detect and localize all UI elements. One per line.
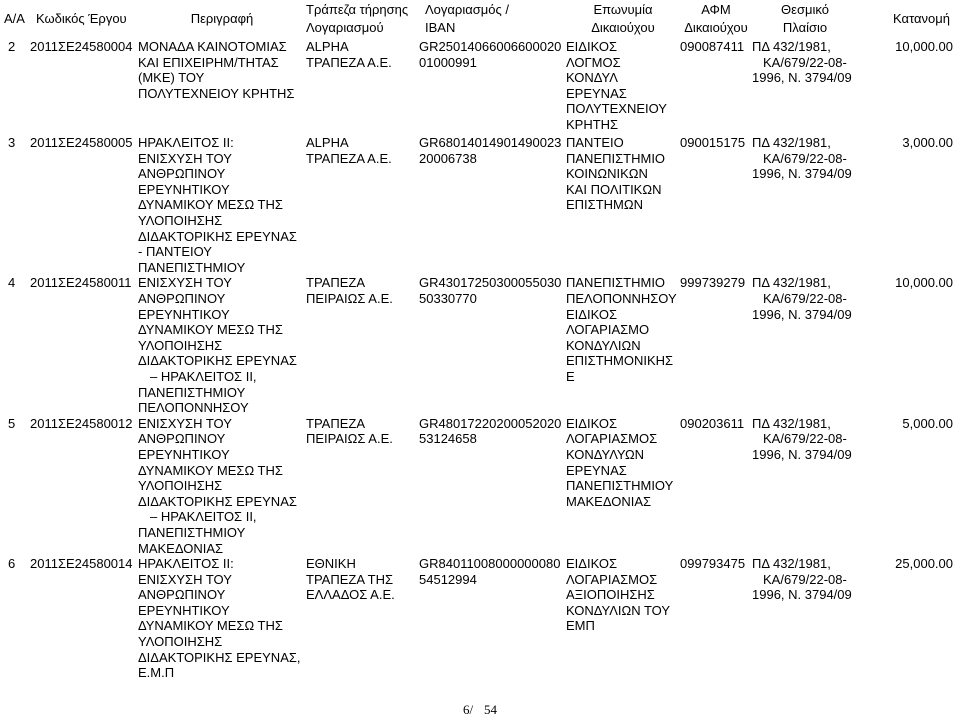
cell-iban-line: GR43017250300055030 <box>419 275 562 291</box>
cell-allocation <box>858 39 953 133</box>
cell-iban <box>419 416 566 556</box>
cell-beneficiary <box>566 135 680 275</box>
cell-legal-framework-line: ΠΔ 432/1981, <box>752 39 831 54</box>
cell-project-code-line: 2011ΣΕ24580014 <box>30 556 133 572</box>
cell-bank-line: ΤΡΑΠΕΖΑ Α.Ε. <box>306 54 392 70</box>
cell-description-line: ΔΥΝΑΜΙΚΟΥ ΜΕΣΩ ΤΗΣ <box>138 322 283 338</box>
cell-description-line: ΑΝΘΡΩΠΙΝΟΥ <box>138 431 226 447</box>
cell-beneficiary-line: ΕΙΔΙΚΟΣ <box>566 415 617 431</box>
header-label: Επωνυμία <box>593 2 653 17</box>
cell-description-line: ΑΝΘΡΩΠΙΝΟΥ <box>138 587 226 603</box>
table-header <box>0 0 953 38</box>
table-row <box>0 39 953 135</box>
page-number: 6/ <box>463 702 474 717</box>
cell-iban-line: GR25014066006600020 <box>419 39 562 54</box>
cell-beneficiary-line: ΚΡΗΤΗΣ <box>566 116 619 132</box>
cell-description-line: Ε.Μ.Π <box>138 665 175 681</box>
cell-beneficiary <box>566 416 680 556</box>
cell-tax-id <box>680 275 752 415</box>
cell-iban <box>419 135 566 275</box>
cell-beneficiary-line: ΕΡΕΥΝΑΣ <box>566 85 627 101</box>
header-label: Περιγραφή <box>190 11 254 26</box>
cell-bank-line: ALPHA <box>306 39 349 54</box>
header-label: Πλαίσιο <box>782 20 828 35</box>
cell-legal-framework-line: 1996, Ν. 3794/09 <box>752 587 852 603</box>
cell-description-line: ΗΡΑΚΛΕΙΤΟΣ ΙΙ: <box>138 556 234 572</box>
cell-bank-line: ΤΡΑΠΕΖΑ <box>306 415 365 431</box>
cell-description-line: ΕΡΕΥΝΗΤΙΚΟΥ <box>138 602 230 618</box>
cell-bank-line: ΠΕΙΡΑΙΩΣ Α.Ε. <box>306 291 393 306</box>
cell-legal-framework <box>752 556 858 681</box>
cell-description-line: ΔΙΔΑΚΤΟΡΙΚΗΣ ΕΡΕΥΝΑΣ, <box>138 649 301 665</box>
cell-legal-framework-line: ΚΑ/679/22-08- <box>763 291 847 306</box>
cell-bank <box>306 416 419 556</box>
cell-legal-framework-line: ΚΑ/679/22-08- <box>763 54 847 70</box>
cell-number <box>0 416 30 556</box>
header-label: Λογαριασμός / <box>425 2 509 17</box>
cell-description-line: – ΗΡΑΚΛΕΙΤΟΣ ΙΙ, <box>150 509 257 525</box>
header-label: Λογαριασμού <box>306 20 384 35</box>
cell-bank-line: ΕΘΝΙΚΗ <box>306 556 356 572</box>
cell-beneficiary-line: ΠΑΝΤΕΙΟ <box>566 135 624 151</box>
cell-description-line: ΠΑΝΕΠΙΣΤΗΜΙΟΥ <box>138 259 246 275</box>
cell-project-code <box>30 135 138 275</box>
cell-bank-line: ΤΡΑΠΕΖΑ Α.Ε. <box>306 150 392 166</box>
cell-bank-line: ΤΡΑΠΕΖΑ ΤΗΣ <box>306 571 394 587</box>
header-label: Θεσμικό <box>781 2 829 17</box>
cell-iban-line: GR84011008000000080 <box>419 556 561 572</box>
cell-beneficiary-line: ΜΑΚΕΔΟΝΙΑΣ <box>566 493 652 509</box>
cell-beneficiary <box>566 556 680 681</box>
cell-description-line: ΕΝΙΣΧΥΣΗ ΤΟΥ <box>138 415 232 431</box>
cell-project-code-line: 2011ΣΕ24580011 <box>30 275 132 291</box>
cell-tax-id-line: 999739279 <box>680 275 746 291</box>
cell-project-code <box>30 416 138 556</box>
cell-number-line: 4 <box>8 275 16 291</box>
cell-project-code <box>30 556 138 681</box>
cell-project-code-line: 2011ΣΕ24580012 <box>30 415 133 431</box>
cell-tax-id <box>680 556 752 681</box>
cell-beneficiary-line: ΠΕΛΟΠΟΝΝΗΣΟΥ <box>566 291 677 306</box>
cell-number <box>0 556 30 681</box>
cell-allocation-line: 25,000.00 <box>895 556 953 572</box>
cell-legal-framework-line: ΚΑ/679/22-08- <box>763 571 847 587</box>
cell-legal-framework-line: ΠΔ 432/1981, <box>752 556 831 572</box>
cell-beneficiary-line: ΕΙΔΙΚΟΣ <box>566 306 617 322</box>
cell-description-line: ΠΑΝΕΠΙΣΤΗΜΙΟΥ <box>138 384 246 400</box>
header-project-code <box>30 0 138 38</box>
header-iban <box>419 0 566 38</box>
cell-beneficiary-line: ΕΠΙΣΤΗΜΩΝ <box>566 197 643 213</box>
cell-bank <box>306 556 419 681</box>
cell-beneficiary-line: ΠΑΝΕΠΙΣΤΗΜΙΟ <box>566 275 666 291</box>
cell-legal-framework-line: ΠΔ 432/1981, <box>752 415 831 431</box>
cell-description-line: ΜΑΚΕΔΟΝΙΑΣ <box>138 540 224 556</box>
cell-tax-id-line: 099793475 <box>680 556 746 572</box>
cell-description <box>138 39 306 133</box>
cell-description <box>138 275 306 415</box>
cell-allocation-line: 3,000.00 <box>902 135 953 151</box>
cell-iban <box>419 556 566 681</box>
cell-legal-framework <box>752 416 858 556</box>
page-total: 54 <box>484 702 497 717</box>
cell-legal-framework <box>752 275 858 415</box>
cell-description-line: ΔΙΔΑΚΤΟΡΙΚΗΣ ΕΡΕΥΝΑΣ <box>138 493 297 509</box>
cell-legal-framework-line: 1996, Ν. 3794/09 <box>752 166 852 182</box>
cell-iban-line: GR68014014901490023 <box>419 135 562 151</box>
cell-description-line: ΔΥΝΑΜΙΚΟΥ ΜΕΣΩ ΤΗΣ <box>138 618 283 634</box>
header-beneficiary <box>566 0 680 38</box>
cell-project-code <box>30 275 138 415</box>
cell-beneficiary-line: ΠΟΛΥΤΕΧΝΕΙΟΥ <box>566 101 667 117</box>
cell-number <box>0 39 30 133</box>
cell-legal-framework <box>752 135 858 275</box>
header-legal-framework <box>752 0 858 38</box>
cell-beneficiary-line: Ε <box>566 368 575 384</box>
cell-beneficiary-line: ΛΟΓΑΡΙΑΣΜΟΣ <box>566 431 658 447</box>
cell-description-line: ΕΝΙΣΧΥΣΗ ΤΟΥ <box>138 150 232 166</box>
cell-tax-id <box>680 416 752 556</box>
cell-number <box>0 275 30 415</box>
cell-allocation <box>858 556 953 681</box>
cell-description-line: ΕΡΕΥΝΗΤΙΚΟΥ <box>138 306 230 322</box>
cell-description <box>138 135 306 275</box>
cell-beneficiary-line: ΚΟΝΔΥΛΙΩΝ ΤΟΥ <box>566 602 671 618</box>
cell-allocation-line: 5,000.00 <box>902 415 953 431</box>
table-row <box>0 416 953 556</box>
cell-iban <box>419 275 566 415</box>
cell-description-line: ΕΡΕΥΝΗΤΙΚΟΥ <box>138 446 230 462</box>
header-label: ΑΦΜ <box>701 2 731 17</box>
cell-description-line: ΥΛΟΠΟΙΗΣΗΣ <box>138 337 223 353</box>
header-label: Δικαιούχου <box>684 20 748 35</box>
cell-description-line: ΥΛΟΠΟΙΗΣΗΣ <box>138 213 223 229</box>
cell-iban-line: 01000991 <box>419 54 477 70</box>
cell-description-line: ΠΟΛΥΤΕΧΝΕΙΟΥ ΚΡΗΤΗΣ <box>138 85 295 101</box>
cell-allocation <box>858 135 953 275</box>
cell-beneficiary-line: ΚΟΝΔΥΛ <box>566 70 618 86</box>
cell-iban <box>419 39 566 133</box>
cell-description-line: ΔΙΔΑΚΤΟΡΙΚΗΣ ΕΡΕΥΝΑΣ <box>138 228 297 244</box>
header-number <box>0 0 30 38</box>
cell-tax-id-line: 090015175 <box>680 135 746 151</box>
cell-description-line: ΠΑΝΕΠΙΣΤΗΜΙΟΥ <box>138 524 246 540</box>
cell-description-line: ΑΝΘΡΩΠΙΝΟΥ <box>138 166 226 182</box>
cell-bank <box>306 135 419 275</box>
table-row <box>0 275 953 415</box>
cell-beneficiary-line: ΕΙΔΙΚΟΣ <box>566 556 617 572</box>
cell-project-code <box>30 39 138 133</box>
header-label: Δικαιούχου <box>591 20 655 35</box>
cell-tax-id-line: 090203611 <box>680 415 745 431</box>
cell-beneficiary-line: ΠΑΝΕΠΙΣΤΗΜΙΟΥ <box>566 478 674 494</box>
cell-description-line: - ΠΑΝΤΕΙΟΥ <box>138 244 212 260</box>
cell-tax-id <box>680 135 752 275</box>
cell-legal-framework-line: ΠΔ 432/1981, <box>752 135 831 151</box>
cell-number <box>0 135 30 275</box>
cell-allocation-line: 10,000.00 <box>895 39 953 54</box>
cell-bank-line: ALPHA <box>306 135 349 151</box>
cell-legal-framework-line: ΠΔ 432/1981, <box>752 275 831 291</box>
cell-iban-line: 20006738 <box>419 150 477 166</box>
cell-beneficiary-line: ΚΑΙ ΠΟΛΙΤΙΚΩΝ <box>566 181 662 197</box>
table-row <box>0 135 953 275</box>
cell-legal-framework <box>752 39 858 133</box>
cell-beneficiary-line: ΑΞΙΟΠΟΙΗΣΗΣ <box>566 587 655 603</box>
cell-description-line: – ΗΡΑΚΛΕΙΤΟΣ ΙΙ, <box>150 368 257 384</box>
cell-number-line: 5 <box>8 415 16 431</box>
header-allocation <box>858 0 953 38</box>
cell-description-line: ΕΡΕΥΝΗΤΙΚΟΥ <box>138 181 230 197</box>
cell-project-code-line: 2011ΣΕ24580005 <box>30 135 133 151</box>
cell-beneficiary-line: ΕΠΙΣΤΗΜΟΝΙΚΗΣ <box>566 353 674 369</box>
header-label: Κωδικός Έργου <box>36 11 127 26</box>
cell-description-line: ΑΝΘΡΩΠΙΝΟΥ <box>138 291 226 306</box>
cell-allocation-line: 10,000.00 <box>895 275 953 291</box>
cell-bank-line: ΕΛΛΑΔΟΣ Α.Ε. <box>306 587 395 603</box>
cell-description-line: ΥΛΟΠΟΙΗΣΗΣ <box>138 634 223 650</box>
cell-description-line: ΠΕΛΟΠΟΝΝΗΣΟΥ <box>138 400 249 416</box>
header-description <box>138 0 306 38</box>
cell-iban-line: 53124658 <box>419 431 477 447</box>
cell-description-line: ΥΛΟΠΟΙΗΣΗΣ <box>138 478 223 494</box>
cell-project-code-line: 2011ΣΕ24580004 <box>30 39 133 54</box>
header-label: Κατανομή <box>893 11 950 26</box>
cell-beneficiary-line: ΕΜΠ <box>566 618 595 634</box>
cell-beneficiary-line: ΛΟΓΑΡΙΑΣΜΟ <box>566 322 650 338</box>
cell-number-line: 3 <box>8 135 16 151</box>
cell-description-line: ΚΑΙ ΕΠΙΧΕΙΡΗΜ/ΤΗΤΑΣ <box>138 54 279 70</box>
cell-description-line: ΔΥΝΑΜΙΚΟΥ ΜΕΣΩ ΤΗΣ <box>138 462 283 478</box>
page-footer <box>0 702 960 718</box>
cell-legal-framework-line: 1996, Ν. 3794/09 <box>752 306 852 322</box>
cell-beneficiary <box>566 39 680 133</box>
cell-description-line: ΜΟΝΑΔΑ ΚΑΙΝΟΤΟΜΙΑΣ <box>138 39 287 54</box>
cell-description <box>138 416 306 556</box>
cell-beneficiary-line: ΚΟΙΝΩΝΙΚΩΝ <box>566 166 648 182</box>
cell-description <box>138 556 306 681</box>
cell-beneficiary-line: ΛΟΓΑΡΙΑΣΜΟΣ <box>566 571 658 587</box>
cell-description-line: (ΜΚΕ) ΤΟΥ <box>138 70 205 86</box>
cell-tax-id-line: 090087411 <box>680 39 745 54</box>
cell-number-line: 2 <box>8 39 16 54</box>
cell-description-line: ΕΝΙΣΧΥΣΗ ΤΟΥ <box>138 571 232 587</box>
cell-allocation <box>858 275 953 415</box>
cell-beneficiary-line: ΕΡΕΥΝΑΣ <box>566 462 627 478</box>
cell-description-line: ΕΝΙΣΧΥΣΗ ΤΟΥ <box>138 275 232 291</box>
cell-bank-line: ΤΡΑΠΕΖΑ <box>306 275 365 291</box>
cell-beneficiary-line: ΠΑΝΕΠΙΣΤΗΜΙΟ <box>566 150 666 166</box>
cell-beneficiary-line: ΕΙΔΙΚΟΣ <box>566 39 617 54</box>
cell-iban-line: 50330770 <box>419 291 477 306</box>
cell-beneficiary <box>566 275 680 415</box>
cell-legal-framework-line: 1996, Ν. 3794/09 <box>752 70 852 86</box>
header-bank <box>306 0 419 38</box>
cell-description-line: ΗΡΑΚΛΕΙΤΟΣ ΙΙ: <box>138 135 234 151</box>
header-label: IBAN <box>425 20 456 35</box>
cell-legal-framework-line: ΚΑ/679/22-08- <box>763 431 847 447</box>
cell-tax-id <box>680 39 752 133</box>
cell-description-line: ΔΙΔΑΚΤΟΡΙΚΗΣ ΕΡΕΥΝΑΣ <box>138 353 297 369</box>
header-label: Τράπεζα τήρησης <box>306 2 409 17</box>
cell-number-line: 6 <box>8 556 16 572</box>
cell-allocation <box>858 416 953 556</box>
cell-legal-framework-line: ΚΑ/679/22-08- <box>763 150 847 166</box>
cell-description-line: ΔΥΝΑΜΙΚΟΥ ΜΕΣΩ ΤΗΣ <box>138 197 283 213</box>
cell-legal-framework-line: 1996, Ν. 3794/09 <box>752 446 852 462</box>
cell-bank <box>306 275 419 415</box>
cell-iban-line: 54512994 <box>419 571 477 587</box>
table-row <box>0 556 953 681</box>
cell-beneficiary-line: ΚΟΝΔΥΛΙΩΝ <box>566 337 641 353</box>
cell-bank-line: ΠΕΙΡΑΙΩΣ Α.Ε. <box>306 431 393 447</box>
cell-iban-line: GR48017220200052020 <box>419 415 562 431</box>
header-label: Α/Α <box>4 11 25 26</box>
header-tax-id <box>680 0 752 38</box>
cell-beneficiary-line: ΛΟΓΜΟΣ <box>566 54 621 70</box>
cell-beneficiary-line: ΚΟΝΔΥΛΥΩΝ <box>566 446 645 462</box>
table-body <box>0 39 953 681</box>
cell-bank <box>306 39 419 133</box>
